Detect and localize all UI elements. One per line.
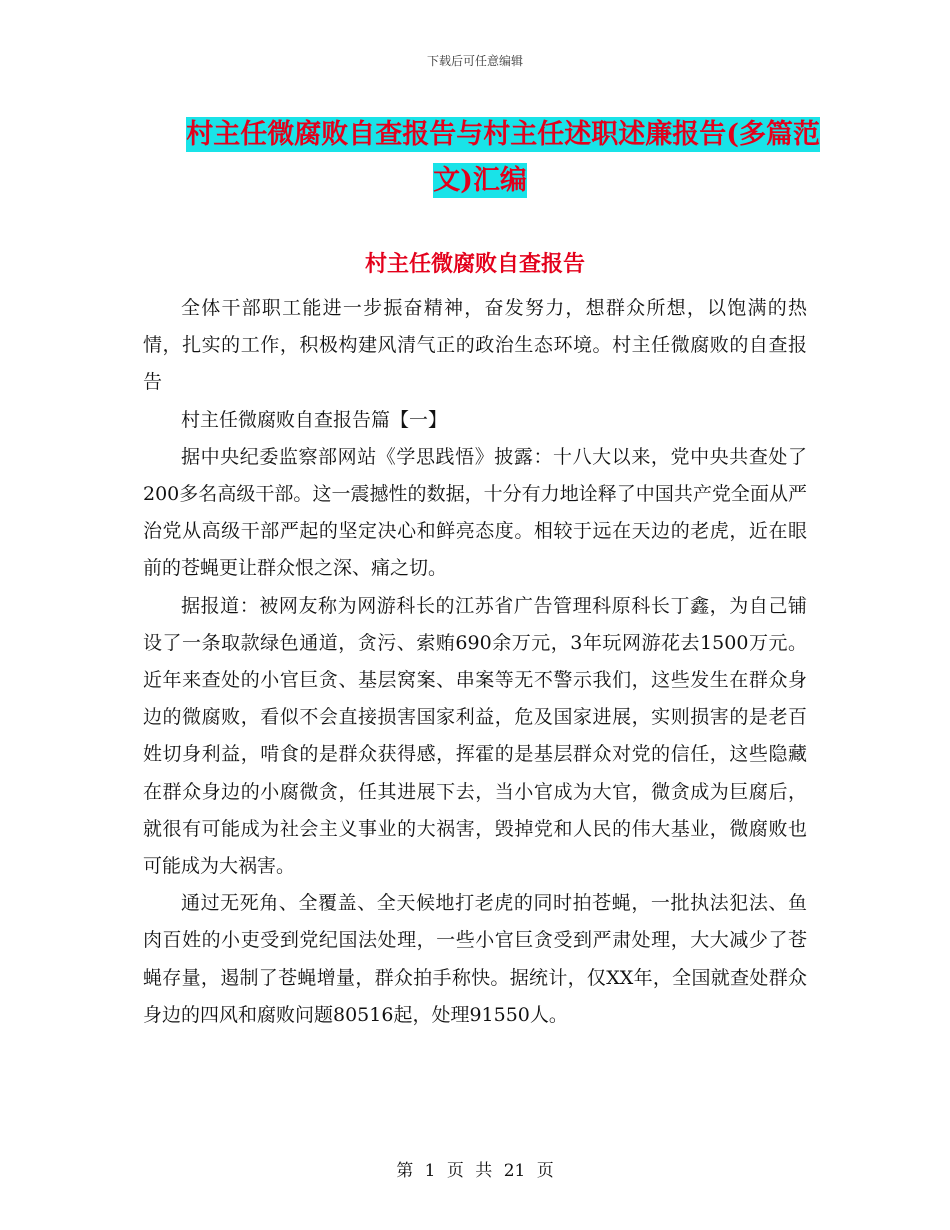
paragraph: 通过无死角、全覆盖、全天候地打老虎的同时拍苍蝇，一批执法犯法、鱼肉百姓的小吏受到党纪国法处理，一些小官巨贪受到严肃处理，大大减少了苍蝇存量，遏制了苍蝇增量，群众拍手称快。据统计，仅XX年，全国就查处群众身边的四风和腐败问题80516起，处理91550人。 [143, 892, 807, 1026]
paragraph-subheading: 村主任微腐败自查报告篇【一】 [181, 408, 448, 431]
paragraph: 据报道：被网友称为网游科长的江苏省广告管理科原科长丁鑫，为自己铺设了一条取款绿色通道，贪污、索贿690余万元，3年玩网游花去1500万元。近年来查处的小官巨贪、基层窝案、串案等无不警示我们，这些发生在群众身边的微腐败，看似不会直接损害国家利益，危及国家进展，实则损害的是老百姓切身利益，啃食的是群众获得感，挥霍的是基层群众对党的信任，这些隐藏在群众身边的小腐微贪，任其进展下去，当小官成为大官，微贪成为巨腐后，就很有可能成为社会主义事业的大祸害，毁掉党和人民的伟大基业，微腐败也可能成为大祸害。 [143, 594, 807, 878]
section-title: 村主任微腐败自查报告 [364, 251, 585, 277]
document-title-line-2-text: 文)汇编 [433, 165, 527, 196]
document-title-line-1-text: 村主任微腐败自查报告与村主任述职述廉报告(多篇范 [186, 119, 820, 150]
header-note: 下载后可任意编辑 [426, 54, 523, 68]
document-body [143, 290, 807, 1034]
page-number-footer: 第 1 页 共 21 页 [396, 1161, 554, 1181]
document-title-line-1 [140, 112, 820, 158]
document-title-line-2 [140, 158, 820, 204]
paragraph: 据中央纪委监察部网站《学思践悟》披露：十八大以来，党中央共查处了200多名高级干部。这一震撼性的数据，十分有力地诠释了中国共产党全面从严治党从高级干部严起的坚定决心和鲜亮态度。相较于远在天边的老虎，近在眼前的苍蝇更让群众恨之深、痛之切。 [143, 445, 807, 580]
document-title [140, 112, 820, 204]
paragraph-intro: 全体干部职工能进一步振奋精神，奋发努力，想群众所想，以饱满的热情，扎实的工作，积极构建风清气正的政治生态环境。村主任微腐败的自查报告 [143, 297, 807, 394]
